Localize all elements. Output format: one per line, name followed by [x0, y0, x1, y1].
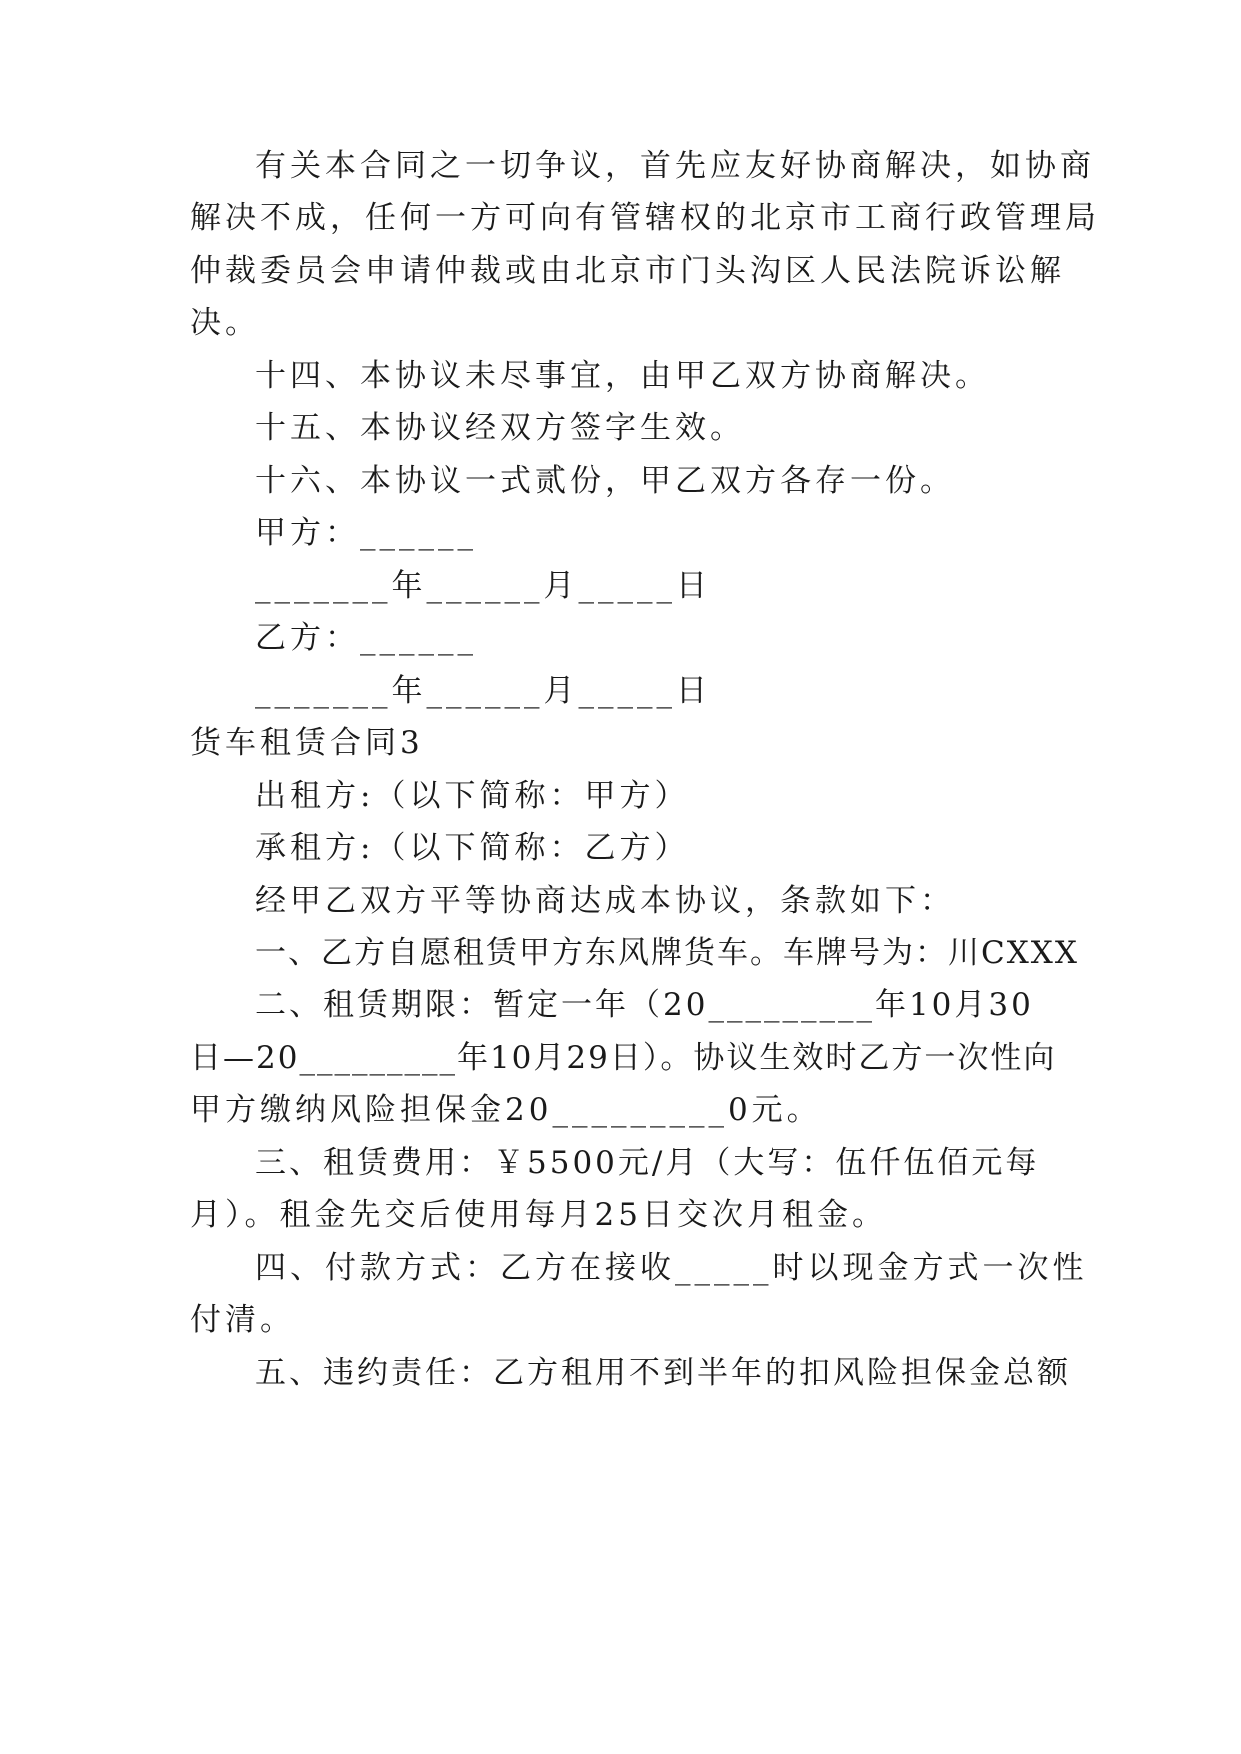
clause-2-line-1: 二、租赁期限：暂定一年（20_________年10月30: [255, 987, 1034, 1023]
paragraph-dispute-line-2: 解决不成，任何一方可向有管辖权的北京市工商行政管理局: [190, 200, 1100, 236]
lessor-line: 出租方:（以下简称：甲方）: [255, 778, 690, 814]
clause-3-line-1: 三、租赁费用：￥5500元/月（大写：伍仟伍佰元每: [255, 1145, 1040, 1181]
intro-line: 经甲乙双方平等协商达成本协议，条款如下：: [255, 883, 955, 919]
clause-2-line-2: 日—20_________年10月29日）。协议生效时乙方一次性向: [190, 1040, 1057, 1076]
clause-3-line-2: 月）。租金先交后使用每月25日交次月租金。: [190, 1197, 887, 1233]
clause-1: 一、乙方自愿租赁甲方东风牌货车。车牌号为：川CXXX: [255, 935, 1079, 971]
party-b-date: _______年______月_____日: [255, 673, 711, 709]
clause-14: 十四、本协议未尽事宜，由甲乙双方协商解决。: [255, 358, 990, 394]
party-b-signature: 乙方：______: [255, 620, 477, 656]
clause-4-line-1: 四、付款方式：乙方在接收_____时以现金方式一次性: [255, 1250, 1088, 1286]
clause-4-line-2: 付清。: [190, 1302, 295, 1338]
paragraph-dispute-line-3: 仲裁委员会申请仲裁或由北京市门头沟区人民法院诉讼解: [190, 253, 1065, 289]
clause-15: 十五、本协议经双方签字生效。: [255, 410, 745, 446]
paragraph-dispute-line-1: 有关本合同之一切争议，首先应友好协商解决，如协商: [255, 148, 1095, 184]
clause-5-line-1: 五、违约责任：乙方租用不到半年的扣风险担保金总额: [255, 1355, 1071, 1391]
paragraph-dispute-line-4: 决。: [190, 305, 260, 341]
party-a-date: _______年______月_____日: [255, 568, 711, 604]
contract-3-title: 货车租赁合同3: [190, 725, 424, 761]
lessee-line: 承租方:（以下简称：乙方）: [255, 830, 690, 866]
clause-16: 十六、本协议一式贰份，甲乙双方各存一份。: [255, 463, 955, 499]
party-a-signature: 甲方：______: [255, 515, 477, 551]
clause-2-line-3: 甲方缴纳风险担保金20_________0元。: [190, 1092, 822, 1128]
